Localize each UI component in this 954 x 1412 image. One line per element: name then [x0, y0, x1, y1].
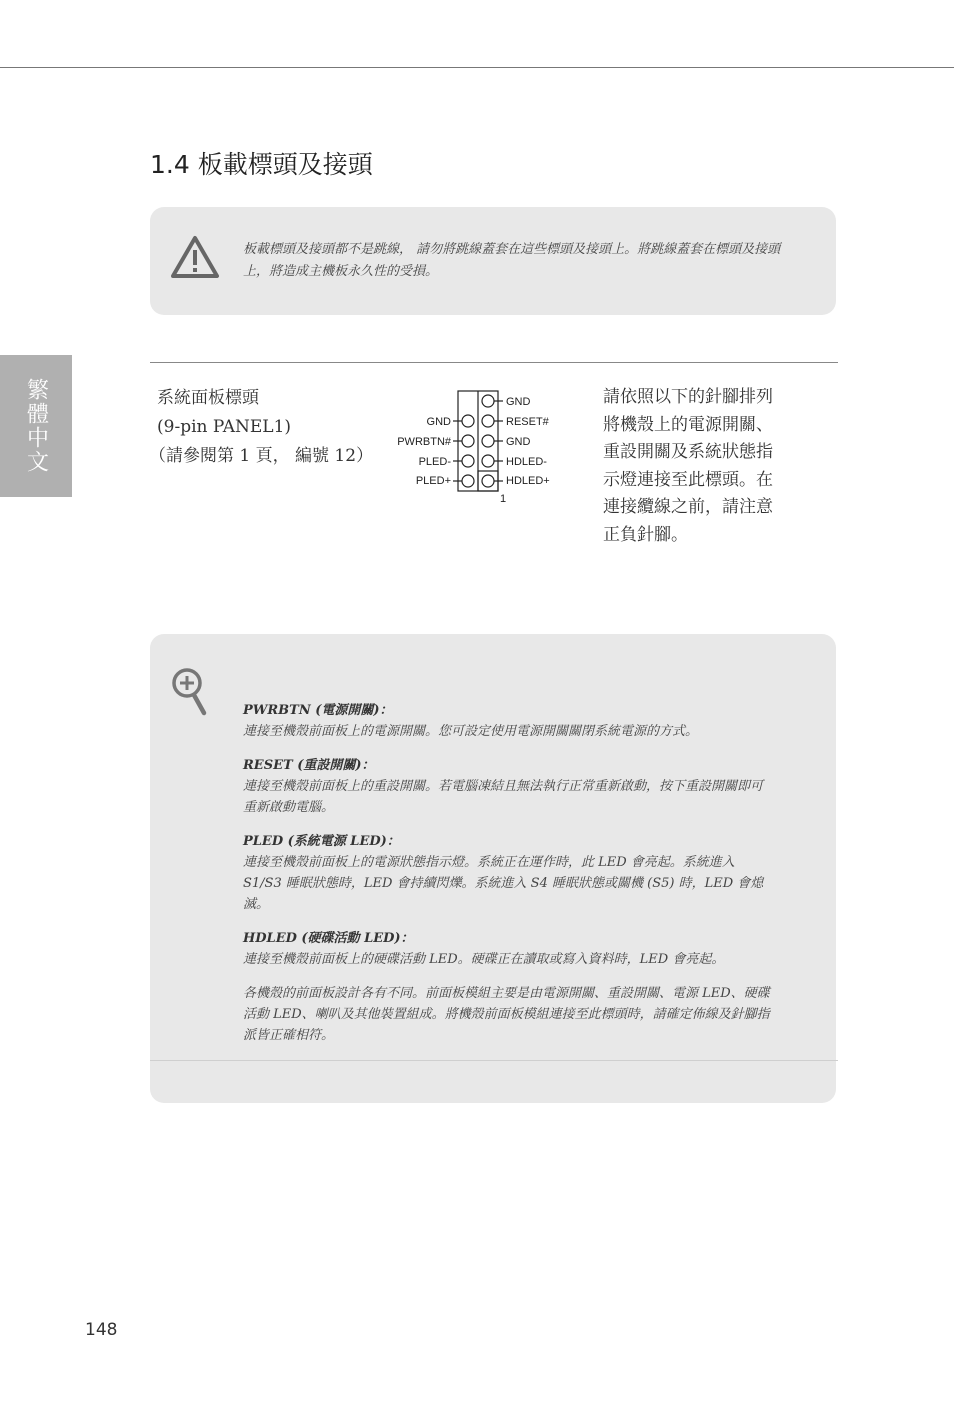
section-divider: [150, 362, 838, 363]
panel-header-pins: (9-pin PANEL1): [157, 417, 292, 437]
note-footer: [243, 983, 773, 1046]
pin-label-left-3: PLED-: [418, 456, 451, 468]
note-item-text: 連接至機殼前面板上的重設開關。若電腦凍結且無法執行正常重新啟動，按下重設開關即可重新啟動電腦。: [243, 779, 764, 815]
note-item-text: 連接至機殼前面板上的硬碟活動 LED。硬碟正在讀取或寫入資料時，LED 會亮起。: [243, 952, 725, 967]
warning-icon: [170, 235, 220, 279]
note-content: [243, 700, 773, 1059]
note-item-title: RESET (重設開關)：: [243, 758, 375, 773]
section-title: 1.4 板載標頭及接頭: [150, 150, 373, 179]
warning-text: 板載標頭及接頭都不是跳線， 請勿將跳線蓋套在這些標頭及接頭上。將跳線蓋套在標頭及接頭上，將造成主機板永久性的受損。: [243, 242, 781, 279]
language-side-tab: [0, 355, 72, 497]
pin-label-left-2: PWRBTN#: [397, 436, 451, 448]
note-item-title: PWRBTN (電源開關)：: [243, 703, 393, 718]
note-item: [243, 700, 773, 742]
note-item: [243, 928, 773, 970]
pin-label-right-2: RESET#: [506, 416, 549, 428]
pin-label-right-3: GND: [506, 436, 531, 448]
note-item-text: 連接至機殼前面板上的電源狀態指示燈。系統正在運作時，此 LED 會亮起。系統進入 S1/S3 睡眠狀態時，LED 會持續閃爍。系統進入 S4 睡眠狀態或關機 (S5) 時，LED 會熄滅。: [243, 855, 764, 912]
pin-label-left-4: PLED+: [415, 475, 451, 487]
pin-one-marker: 1: [500, 493, 507, 505]
magnifier-plus-icon: [170, 666, 210, 718]
panel-header-reference: （請參閱第 1 頁， 編號 12）: [149, 446, 374, 466]
note-item: [243, 755, 773, 818]
pin-label-right-5: HDLED+: [506, 475, 550, 487]
panel-header-name: 系統面板標頭: [157, 388, 259, 408]
page-number: 148: [85, 1320, 118, 1340]
panel-header-description: 請依照以下的針腳排列將機殼上的電源開關、重設開關及系統狀態指示燈連接至此標頭。在連接纜線之前，請注意正負針腳。: [603, 387, 773, 545]
faint-divider: [150, 1060, 838, 1061]
note-item-title: PLED (系統電源 LED)：: [243, 834, 400, 849]
note-box: [150, 634, 836, 1103]
pin-label-right-1: GND: [506, 396, 531, 408]
top-rule: [0, 67, 954, 68]
panel-header-label: [149, 384, 374, 471]
pin-label-right-4: HDLED-: [506, 456, 547, 468]
panel-pin-diagram: [385, 384, 575, 509]
warning-box: [150, 207, 836, 315]
pin-label-left-1: GND: [426, 416, 451, 428]
side-tab-label: 繁體中文: [23, 378, 49, 474]
note-item-text: 連接至機殼前面板上的電源開關。您可設定使用電源開關關閉系統電源的方式。: [243, 724, 699, 739]
note-item-title: HDLED (硬碟活動 LED)：: [243, 931, 414, 946]
note-item: [243, 831, 773, 915]
note-footer-text: 各機殼的前面板設計各有不同。前面板模組主要是由電源開關、重設開關、電源 LED、硬碟活動 LED、喇叭及其他裝置組成。將機殼前面板模組連接至此標頭時，請確定佈線及針腳指派皆正確相符。: [243, 986, 770, 1043]
